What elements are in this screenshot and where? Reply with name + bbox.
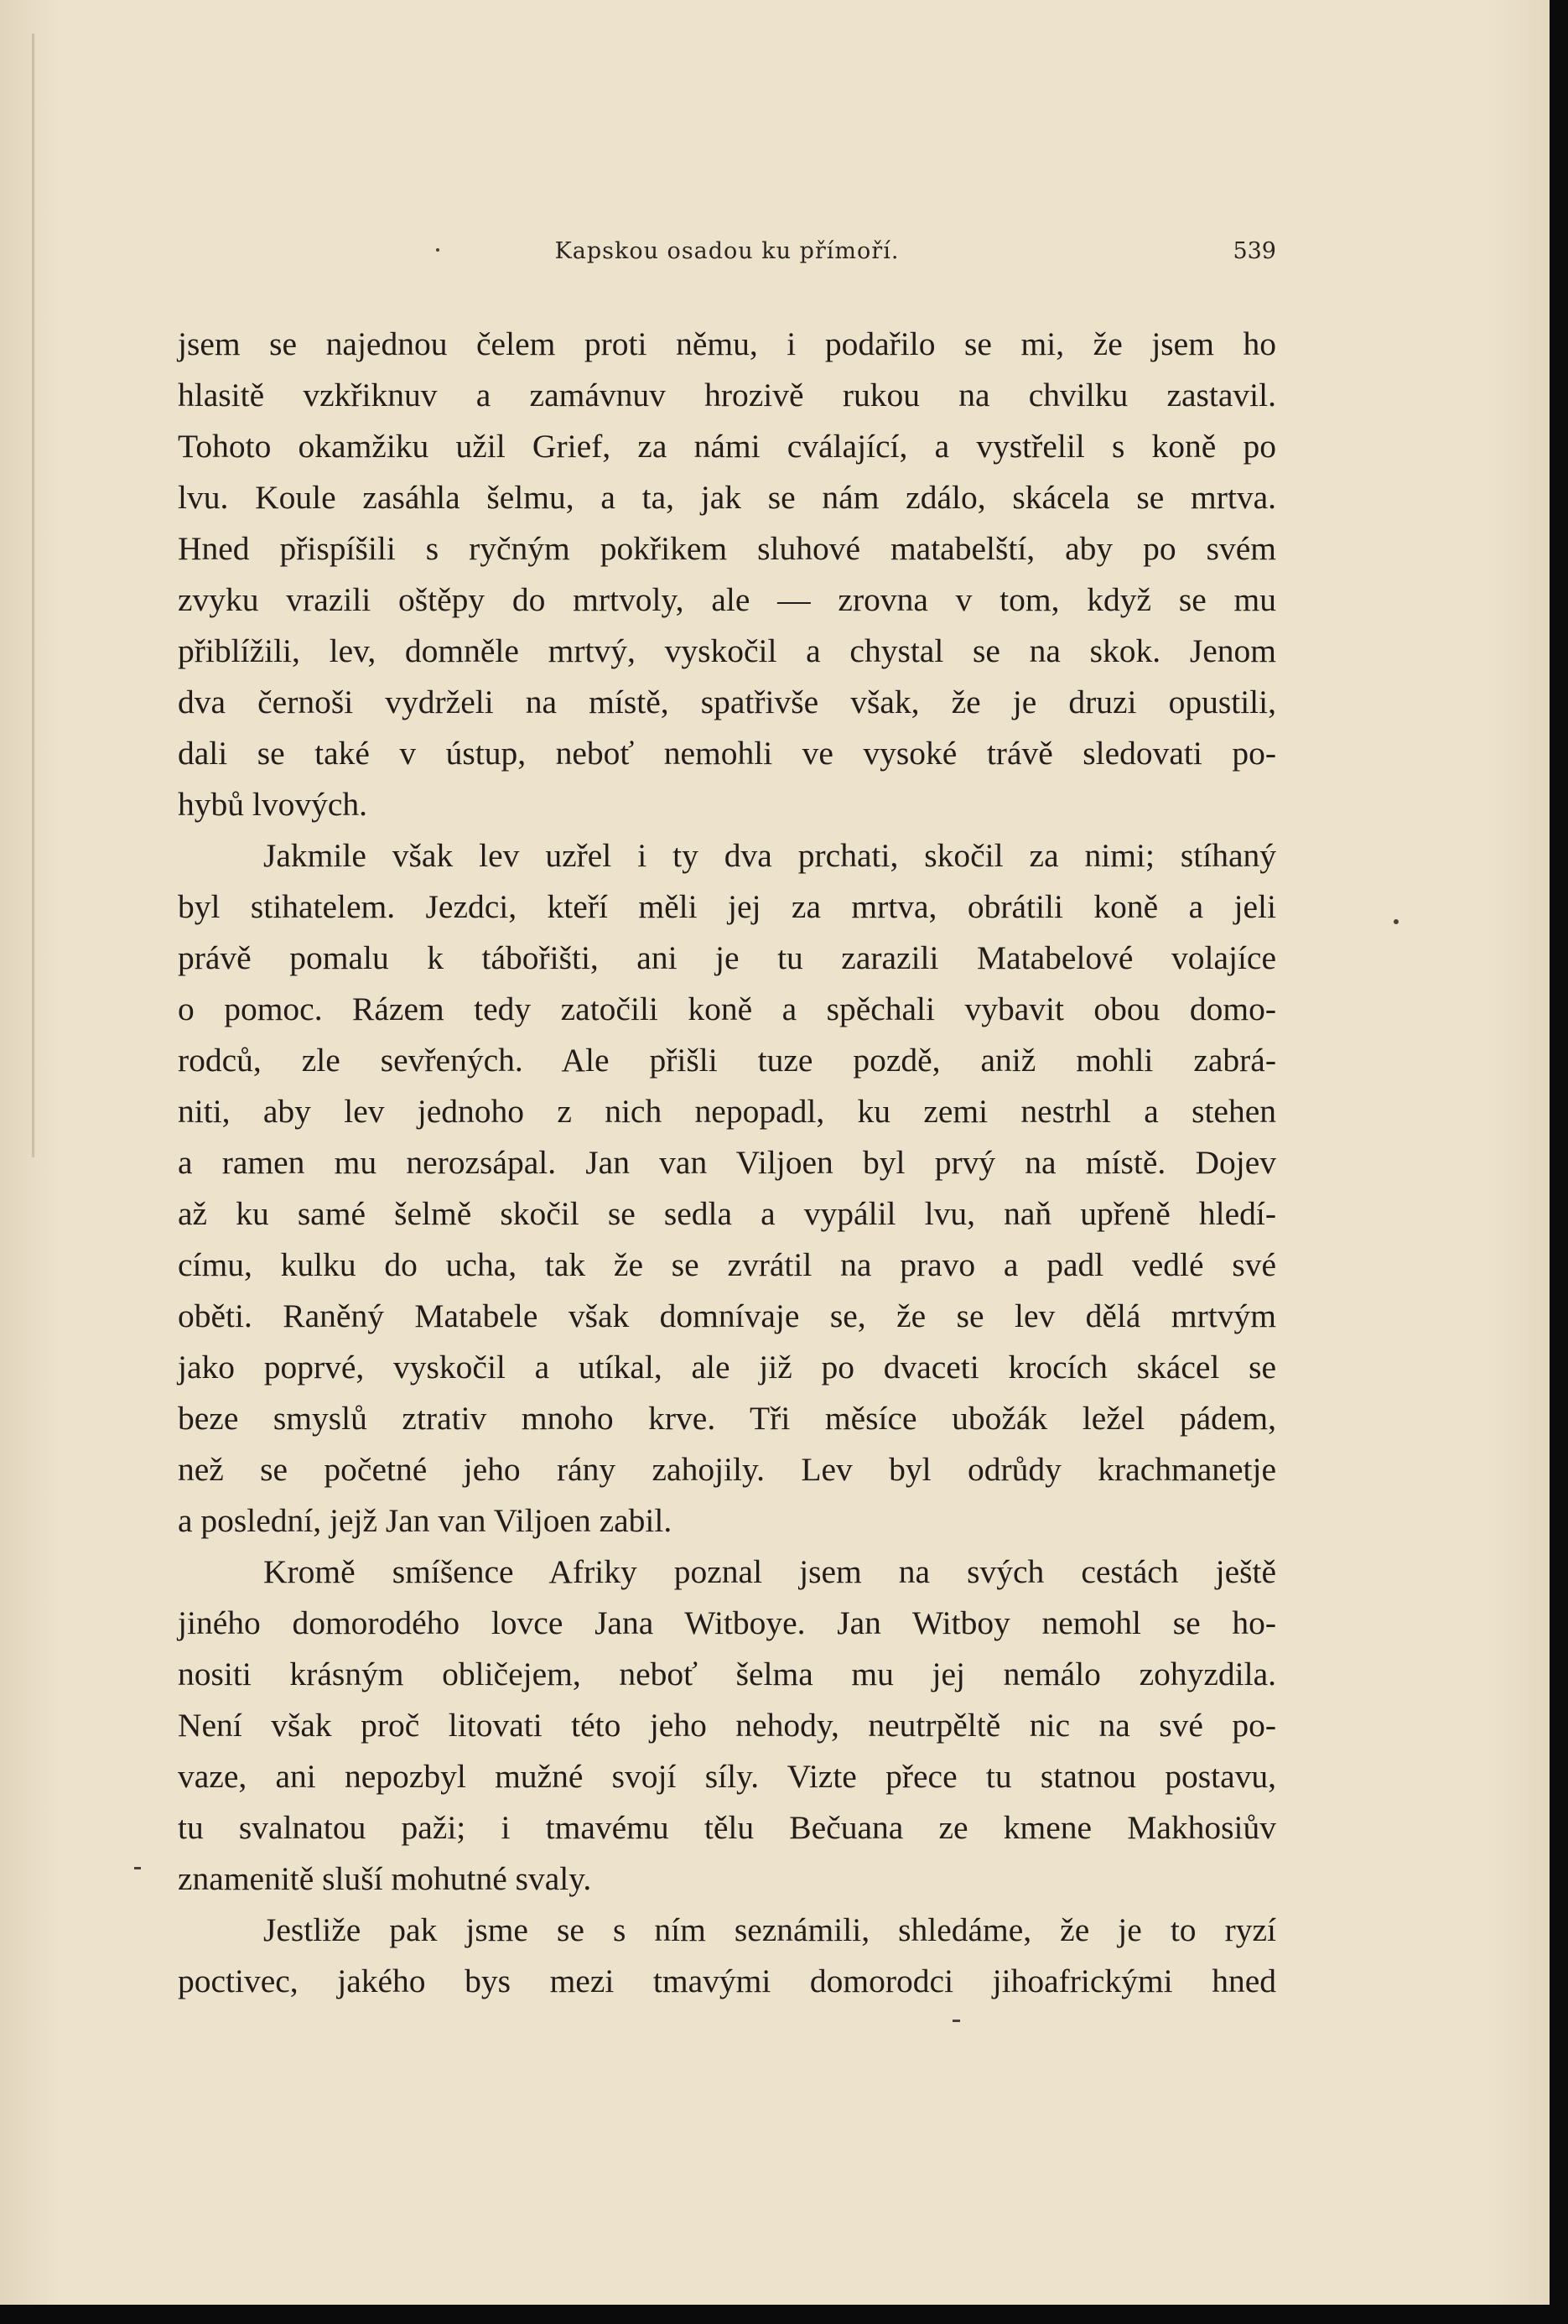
ink-speck (953, 2020, 960, 2022)
gutter-shadow (32, 34, 34, 1157)
text-line: niti, aby lev jednoho z nich nepopadl, ku zemi nestrhl a stehen (178, 1093, 1276, 1130)
text-line: jiného domorodého lovce Jana Witboye. Jan Witboy nemohl se ho- (178, 1604, 1276, 1641)
text-line: dva černoši vydrželi na místě, spatřivše však, že je druzi opustili, (178, 684, 1276, 720)
text-line: Není však proč litovati této jeho nehody, neutrpěltě nic na své po- (178, 1707, 1276, 1744)
text-line: poctivec, jakého bys mezi tmavými domorodci jihoafrickými hned (178, 1963, 1276, 1999)
text-line: přiblížili, lev, domněle mrtvý, vyskočil a chystal se na skok. Jenom (178, 632, 1276, 669)
text-line: a poslední, jejž Jan van Viljoen zabil. (178, 1502, 672, 1539)
text-line: hlasitě vzkřiknuv a zamávnuv hrozivě rukou na chvilku zastavil. (178, 377, 1276, 413)
text-line: znamenitě sluší mohutné svaly. (178, 1860, 592, 1897)
text-line: byl stihatelem. Jezdci, kteří měli jej za mrtva, obrátili koně a jeli (178, 888, 1276, 925)
ink-speck (1394, 919, 1399, 924)
text-line: Jestliže pak jsme se s ním seznámili, shledáme, že je to ryzí (263, 1911, 1276, 1948)
text-line: lvu. Koule zasáhla šelmu, a ta, jak se nám zdálo, skácela se mrtva. (178, 479, 1276, 516)
text-line: Jakmile však lev uzřel i ty dva prchati, skočil za nimi; stíhaný (263, 837, 1276, 874)
text-line: beze smyslů ztrativ mnoho krve. Tři měsíce ubožák ležel pádem, (178, 1400, 1276, 1437)
text-line: tu svalnatou paži; i tmavému tělu Bečuana ze kmene Makhosiův (178, 1809, 1276, 1846)
text-line: Tohoto okamžiku užil Grief, za námi cválající, a vystřelil s koně po (178, 428, 1276, 465)
text-line: až ku samé šelmě skočil se sedla a vypálil lvu, naň upřeně hledí- (178, 1195, 1276, 1232)
text-line: než se početné jeho rány zahojily. Lev byl odrůdy krachmanetje (178, 1451, 1276, 1488)
ink-speck (436, 248, 439, 252)
text-line: o pomoc. Rázem tedy zatočili koně a spěchali vybavit obou domo- (178, 990, 1276, 1027)
ink-speck (134, 1867, 141, 1869)
text-line: rodců, zle sevřených. Ale přišli tuze pozdě, aniž mohli zabrá- (178, 1042, 1276, 1079)
text-line: Hned přispíšili s ryčným pokřikem sluhové matabelští, aby po svém (178, 530, 1276, 567)
text-line: Kromě smíšence Afriky poznal jsem na svých cestách ještě (263, 1553, 1276, 1590)
text-line: nositi krásným obličejem, neboť šelma mu jej nemálo zohyzdila. (178, 1656, 1276, 1692)
text-line: právě pomalu k tábořišti, ani je tu zarazili Matabelové volajíce (178, 939, 1276, 976)
text-line: jsem se najednou čelem proti němu, i podařilo se mi, že jsem ho (178, 325, 1276, 362)
text-line: zvyku vrazili oštěpy do mrtvoly, ale — zrovna v tom, když se mu (178, 581, 1276, 618)
running-head (178, 238, 1276, 272)
text-line: vaze, ani nepozbyl mužné svojí síly. Vizte přece tu statnou postavu, (178, 1758, 1276, 1795)
page-number: 539 (1233, 238, 1276, 264)
text-line: hybů lvových. (178, 786, 368, 823)
text-line: dali se také v ústup, neboť nemohli ve vysoké trávě sledovati po- (178, 735, 1276, 772)
running-title: Kapskou osadou ku přímoří. (554, 238, 900, 264)
body-text (178, 319, 1276, 2007)
text-line: a ramen mu nerozsápal. Jan van Viljoen byl prvý na místě. Dojev (178, 1144, 1276, 1181)
text-line: jako poprvé, vyskočil a utíkal, ale již po dvaceti krocích skácel se (178, 1349, 1276, 1386)
text-line: címu, kulku do ucha, tak že se zvrátil na pravo a padl vedlé své (178, 1246, 1276, 1283)
text-line: oběti. Raněný Matabele však domnívaje se, že se lev dělá mrtvým (178, 1297, 1276, 1334)
